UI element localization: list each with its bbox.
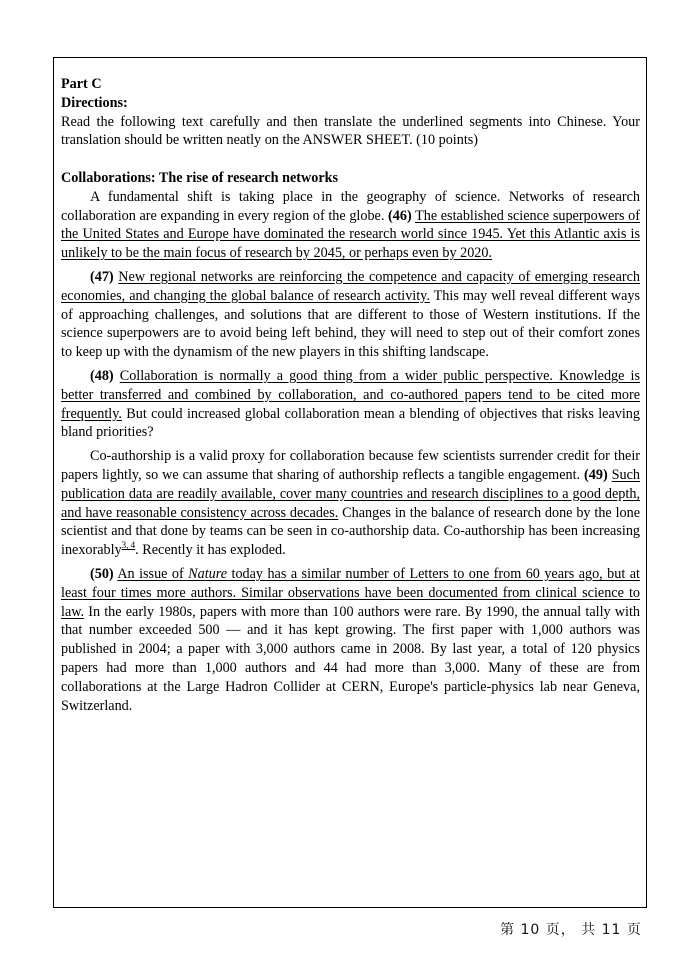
question-48-number: (48) bbox=[90, 367, 114, 384]
question-46-number: (46) bbox=[388, 207, 412, 224]
paragraph-3 bbox=[61, 367, 640, 442]
q50-text-b: today has a similar number of Letters to one from 60 years ago, but at least four times more authors. Similar observations have been documented from clinical science to law. bbox=[61, 565, 640, 620]
question-49-segment: Such publication data are readily available, cover many countries and research disciplines to a good depth, and have reasonable consistency across decades. bbox=[61, 466, 641, 521]
paragraph-2 bbox=[61, 268, 640, 362]
exam-page-frame bbox=[53, 57, 647, 908]
question-46-segment: The established science superpowers of the United States and Europe have dominated the research world since 1945. Yet this Atlantic axis is unlikely to be the main focus of research by 2045, or perhaps even by 2020. bbox=[61, 207, 640, 262]
journal-name: Nature bbox=[188, 565, 228, 582]
directions-label: Directions: bbox=[61, 94, 128, 111]
article-title: Collaborations: The rise of research networks bbox=[61, 169, 339, 186]
question-49-number: (49) bbox=[584, 466, 608, 483]
p5-text: In the early 1980s, papers with more than 100 authors were rare. By 1990, the annual tally with that number exceeded 500 — and it has kept growing. The first paper with 1,000 authors was published in 2004; a paper with 3,000 authors came in 2008. By last year, a total of 120 physics papers had more than 1,000 authors and 44 had more than 3,000. Many of these are from collaborations at the Large Hadron Collider at CERN, Europe's particle-physics lab near Geneva, Switzerland. bbox=[61, 603, 640, 714]
question-50-number: (50) bbox=[90, 565, 114, 582]
p2-text: This may well reveal different ways of approaching challenges, and solutions that are different to those of Western institutions. If the science superpowers are to avoid being left behind, they will need to step out of their comfort zones to keep up with the dynamism of the new players in this shifting landscape. bbox=[61, 287, 640, 361]
paragraph-5 bbox=[61, 565, 640, 715]
p1-text: A fundamental shift is taking place in the geography of science. Networks of research collaboration are expanding in every region of the globe. bbox=[61, 188, 640, 224]
paragraph-4 bbox=[61, 447, 640, 560]
question-47-number: (47) bbox=[90, 268, 114, 285]
page-number: 第 10 页， 共 11 页 bbox=[500, 922, 642, 938]
p3-text: But could increased global collaboration mean a blending of objectives that risks leaving bland priorities? bbox=[61, 405, 640, 441]
p4-text-middle: Changes in the balance of research done by the lone scientist and that done by teams can be seen in co-authorship data. Co-authorship has been increasing inexorably bbox=[61, 504, 640, 559]
p4-text-before: Co-authorship is a valid proxy for collaboration because few scientists surrender credit for their papers lightly, so we can assume that sharing of authorship reflects a tangible engagement. bbox=[61, 448, 640, 483]
p4-text-after: . Recently it has exploded. bbox=[135, 542, 286, 559]
question-48-segment: Collaboration is normally a good thing from a wider public perspective. Knowledge is better transferred and combined by collaboration, and co-authored papers tend to be cited more frequently. bbox=[61, 367, 640, 422]
q50-text-a: An issue of bbox=[117, 565, 189, 582]
reference-superscript: 3, 4 bbox=[121, 540, 136, 551]
paragraph-1 bbox=[61, 188, 640, 263]
directions-text: Read the following text carefully and then translate the underlined segments into Chinese. Your translation should be written neatly on the ANSWER SHEET. (10 points) bbox=[61, 113, 640, 149]
question-47-segment: New regional networks are reinforcing the competence and capacity of emerging research economies, and changing the global balance of research activity. bbox=[61, 268, 641, 304]
part-heading: Part C bbox=[61, 76, 102, 92]
exam-content bbox=[61, 75, 640, 720]
